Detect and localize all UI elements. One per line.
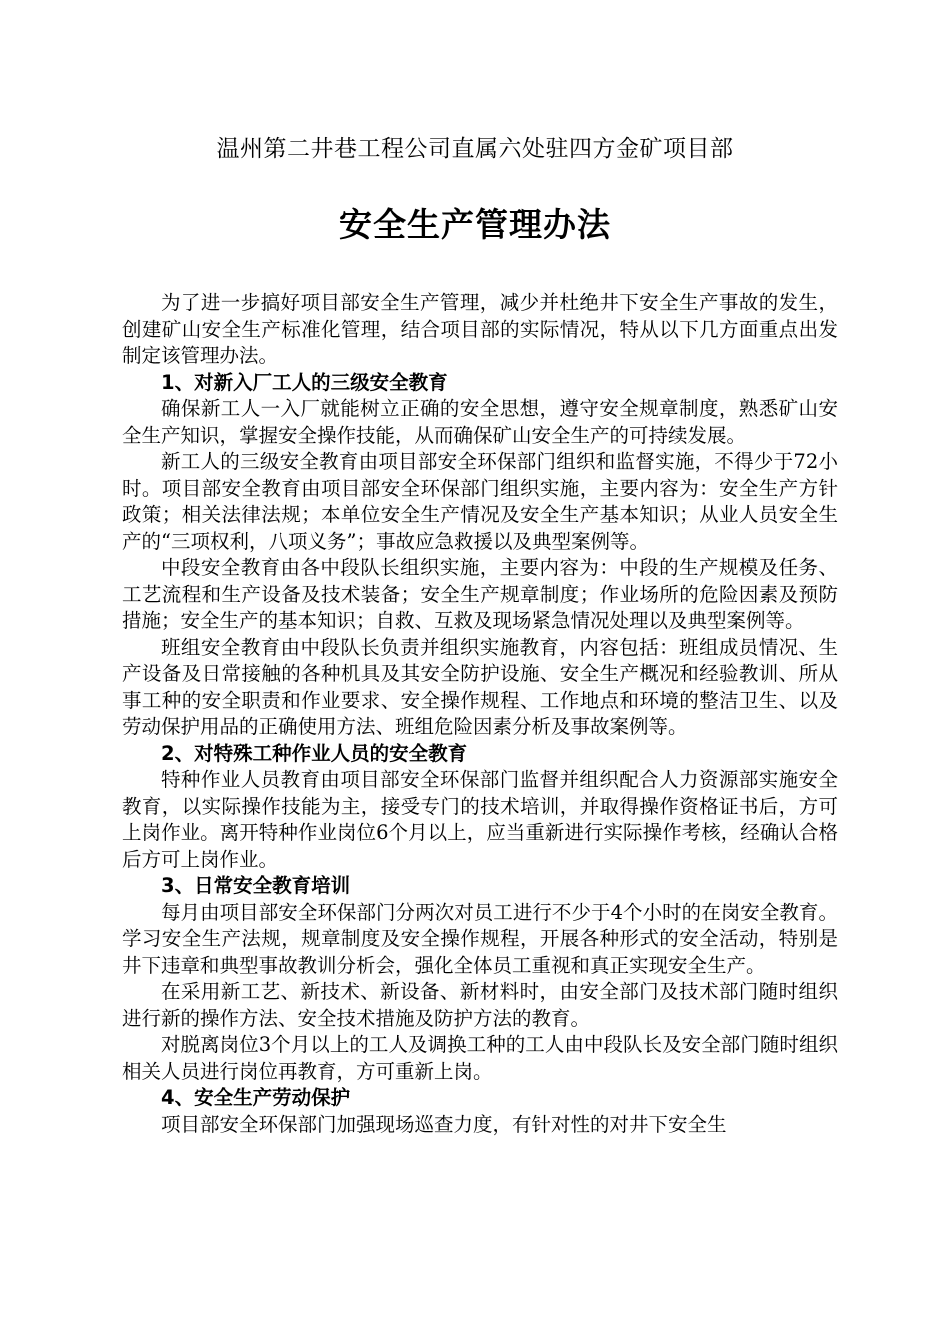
- paragraph: 对脱离岗位3个月以上的工人及调换工种的工人由中段队长及安全部门随时组织相关人员进行岗位再教育，方可重新上岗。: [122, 1033, 838, 1083]
- section-heading: 3、日常安全教育培训: [161, 874, 351, 897]
- intro-paragraph: 为了进一步搞好项目部安全生产管理，减少并杜绝井下安全生产事故的发生，创建矿山安全生产标准化管理，结合项目部的实际情况，特从以下几方面重点出发制定该管理办法。: [122, 291, 838, 367]
- paragraph: 每月由项目部安全环保部门分两次对员工进行不少于4个小时的在岗安全教育。学习安全生产法规，规章制度及安全操作规程，开展各种形式的安全活动，特别是井下违章和典型事故教训分析会，强化全体员工重视和真正实现安全生产。: [122, 900, 838, 977]
- organization-title: 温州第二井巷工程公司直属六处驻四方金矿项目部: [216, 136, 734, 162]
- paragraph: 项目部安全环保部门加强现场巡查力度，有针对性的对井下安全生: [161, 1112, 727, 1136]
- paragraph: 在采用新工艺、新技术、新设备、新材料时，由安全部门及技术部门随时组织进行新的操作方法、安全技术措施及防护方法的教育。: [122, 980, 838, 1030]
- document-body: [122, 290, 838, 1138]
- paragraph: 确保新工人一入厂就能树立正确的安全思想，遵守安全规章制度，熟悉矿山安全生产知识，掌握安全操作技能，从而确保矿山安全生产的可持续发展。: [122, 397, 838, 447]
- section-heading: 1、对新入厂工人的三级安全教育: [161, 370, 448, 394]
- document-title: 安全生产管理办法: [339, 205, 611, 244]
- paragraph: 班组安全教育由中段队长负责并组织实施教育，内容包括：班组成员情况、生产设备及日常接触的各种机具及其安全防护设施、安全生产概况和经验教训、所从事工种的安全职责和作业要求、安全操作规程、工作地点和环境的整洁卫生、以及劳动保护用品的正确使用方法、班组危险因素分析及事故案例等。: [122, 635, 838, 738]
- paragraph: 中段安全教育由各中段队长组织实施，主要内容为：中段的生产规模及任务、工艺流程和生产设备及技术装备；安全生产规章制度；作业场所的危险因素及预防措施；安全生产的基本知识；自救、互救及现场紧急情况处理以及典型案例等。: [122, 556, 838, 632]
- section-heading: 4、安全生产劳动保护: [161, 1086, 351, 1109]
- section-heading: 2、对特殊工种作业人员的安全教育: [161, 741, 468, 765]
- paragraph: 特种作业人员教育由项目部安全环保部门监督并组织配合人力资源部实施安全教育，以实际操作技能为主，接受专门的技术培训，并取得操作资格证书后，方可上岗作业。离开特种作业岗位6个月以上，应当重新进行实际操作考核，经确认合格后方可上岗作业。: [122, 768, 838, 871]
- paragraph: 新工人的三级安全教育由项目部安全环保部门组织和监督实施，不得少于72小时。项目部安全教育由项目部安全环保部门组织实施，主要内容为：安全生产方针政策；相关法律法规；本单位安全生产情况及安全生产基本知识；从业人员安全生产的“三项权利，八项义务”；事故应急救援以及典型案例等。: [122, 450, 838, 553]
